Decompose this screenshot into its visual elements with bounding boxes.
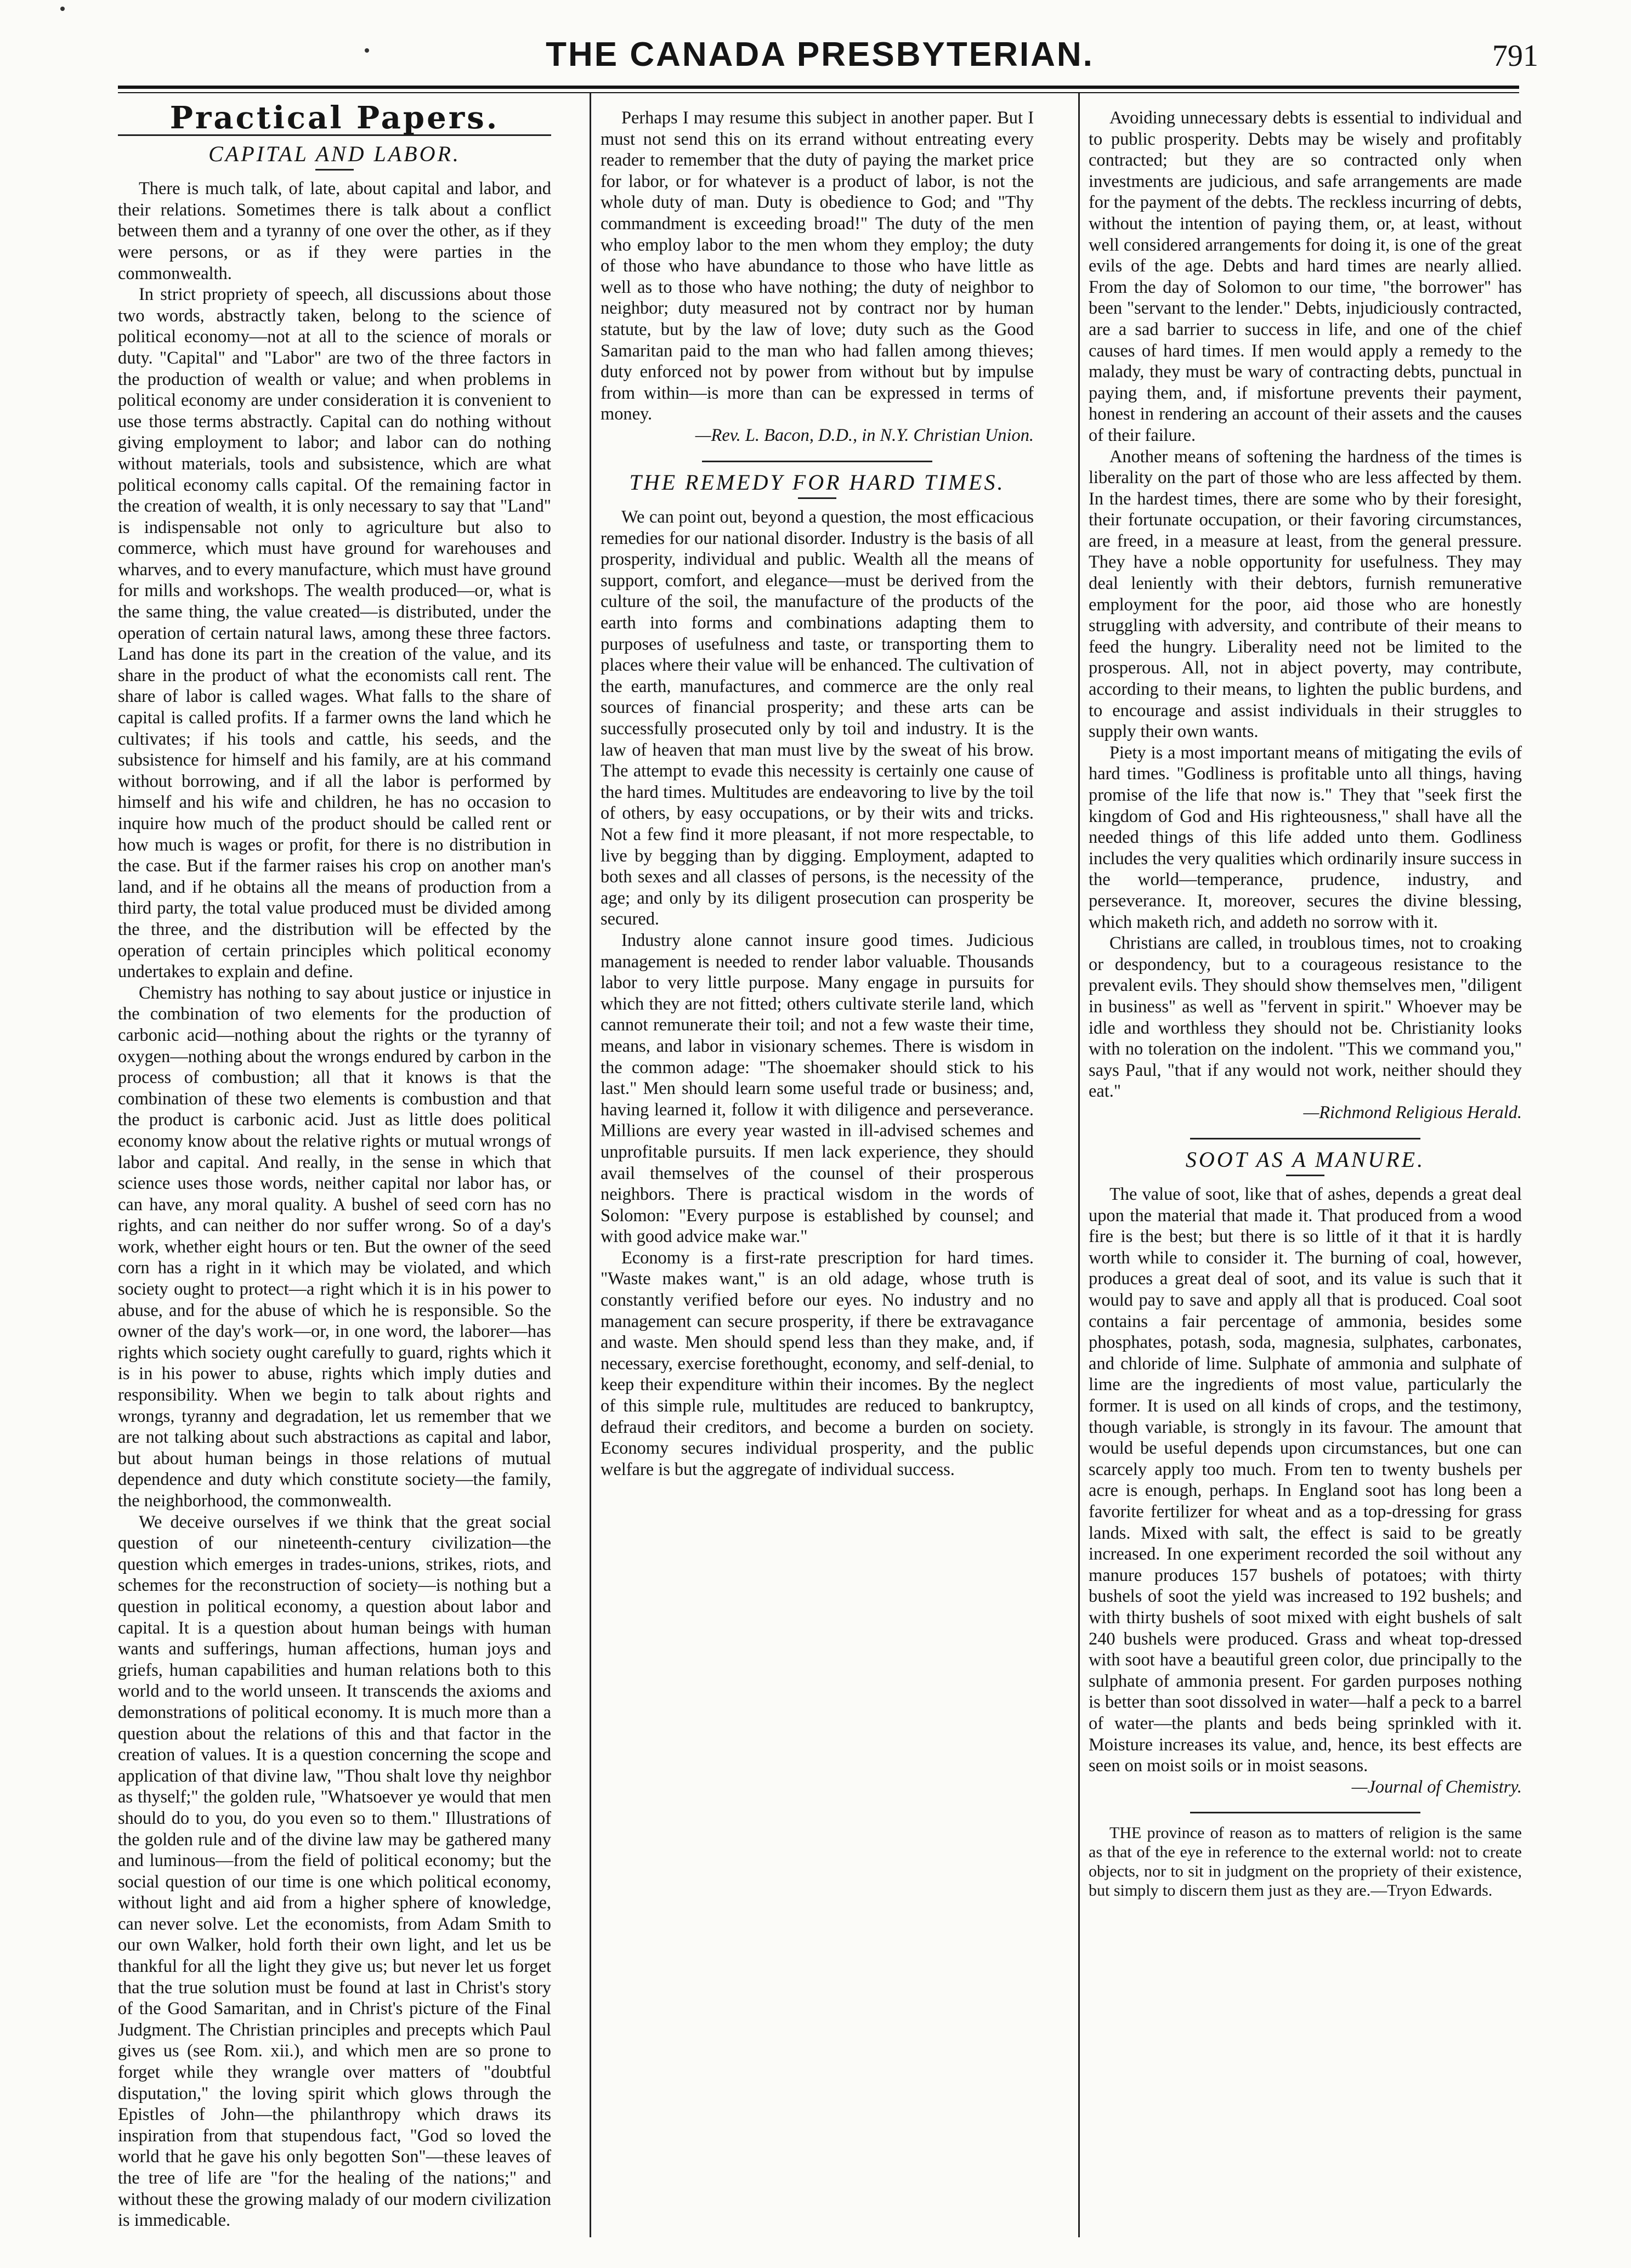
masthead-rule (118, 86, 1519, 89)
article-title: THE REMEDY FOR HARD TIMES. (629, 469, 1005, 495)
title-rule (1286, 1175, 1324, 1176)
article-attribution: —Richmond Religious Herald. (1303, 1102, 1522, 1122)
article-attribution: —Rev. L. Bacon, D.D., in N.Y. Christian Union. (695, 425, 1034, 445)
article-paragraph: There is much talk, of late, about capital and labor, and their relations. Sometimes there is talk about a conflict between them and a tyranny of one over the other, as if they were persons, or as if they were parties in the commonwealth. (118, 179, 551, 284)
title-rule (798, 497, 836, 499)
column-3 (1089, 107, 1522, 1900)
article-paragraph: Piety is a most important means of mitigating the evils of hard times. "Godliness is profitable unto all things, having promise of the life that now is." They that "seek first the kingdom of God and His righteousness," shall have all the needed things of this life added unto them. Godliness includes the very qualities which ordinarily insure success in the world—temperance, prudence, industry, and perseverance. It, moreover, secures the divine blessing, which maketh rich, and addeth no sorrow with it. (1089, 742, 1522, 932)
masthead (118, 35, 1538, 79)
title-rule (315, 169, 354, 171)
article-paragraph: Chemistry has nothing to say about justice or injustice in the combination of two elements for the production of carbonic acid—nothing about the rights or the tyranny of oxygen—nothing about the wrongs endured by carbon in the process of combustion; all that it knows is that the combination of these two elements is combustion and that the product is carbonic acid. Just as little does political economy know about the relative rights or mutual wrongs of labor and capital. And really, in the sense in which that science uses those words, neither capital nor labor has, or can have, any moral quality. A bushel of seed corn has no rights, and can neither do nor suffer wrong. So of a day's work, whether eight hours or ten. But the owner of the seed corn has a right in it which may be violated, and which society ought to protect—a right which it is in his power to abuse, and for the abuse of which he is responsible. So the owner of the day's work—or, in one word, the laborer—has rights which society ought carefully to guard, rights which it is in his power to abuse, rights which imply duties and responsibility. When we begin to talk about rights and wrongs, tyranny and degradation, let us remember that we are not talking about such abstractions as capital and labor, but about human beings in those relations of mutual dependence and duty which constitute society—the family, the neighborhood, the commonwealth. (118, 983, 551, 1511)
article-paragraph: The value of soot, like that of ashes, depends a great deal upon the material that made it. That produced from a wood fire is the best; but there is so little of it that it is hardly worth while to consider it. The burning of coal, however, produces a great deal of soot, and its value is such that it would pay to save and apply all that is produced. Coal soot contains a fair percentage of ammonia, besides some phosphates, potash, soda, magnesia, sulphates, carbonates, and chloride of lime. Sulphate of ammonia and sulphate of lime are the ingredients of most value, particularly the former. It is used on all kinds of crops, and the testimony, though variable, is strongly in its favour. The amount that would be useful depends upon circumstances, but one can scarcely apply too much. From ten to twenty bushels per acre is enough, perhaps. In England soot has long been a favorite fertilizer for wheat and as a top-dressing for grass lands. Mixed with salt, the effect is said to be greatly increased. In one experiment recorded the soil without any manure produces 157 bushels of potatoes; with thirty bushels of soot the yield was increased to 192 bushels; and with thirty bushels of soot mixed with eight bushels of salt 240 bushels were produced. Grass and wheat top-dressed with soot have a beautiful green color, due principally to the sulphate of ammonia present. For garden purposes nothing is better than soot dissolved in water—half a peck to a barrel of water—the plants and beds being sprinkled with it. Moisture increases its value, and, hence, its best effects are seen on moist soils or in moist seasons. (1089, 1184, 1522, 1776)
article-paragraph: Industry alone cannot insure good times. Judicious management is needed to render labor valuable. Thousands labor to very little purpose. Many engage in pursuits for which they are not fitted; others cultivate sterile land, which cannot remunerate their toil; and not a few waste their time, means, and labor in visionary schemes. There is wisdom in the common adage: "The shoemaker should stick to his last." Men should learn some useful trade or business; and, having learned it, follow it with diligence and perseverance. Millions are every year wasted in ill-advised schemes and unprofitable pursuits. If men lack experience, they should avail themselves of the counsel of their prosperous neighbors. There is practical wisdom in the words of Solomon: "Every purpose is established by counsel; and with good advice make war." (601, 930, 1034, 1247)
column-divider (1078, 93, 1080, 2237)
article-paragraph: Another means of softening the hardness of the times is liberality on the part of those who are less affected by them. In the hardest times, there are some who by their foresight, their fortunate occupation, or their favoring circumstances, are freed, in a measure at least, from the general pressure. They have a noble opportunity for usefulness. They may deal leniently with their debtors, furnish remunerative employment for the poor, aid those who are honestly struggling with adversity, and contribute of their means to feed the hungry. Liberality need not be limited to the prosperous. All, not in abject poverty, may contribute, according to their means, to lighten the public burdens, and to encourage and assist individuals in their struggles to supply their own wants. (1089, 446, 1522, 742)
article-title: SOOT AS A MANURE. (1185, 1147, 1425, 1172)
article-paragraph: We deceive ourselves if we think that the great social question of our nineteenth-century civilization—the question which emerges in trades-unions, strikes, riots, and schemes for the reconstruction of society—is nothing but a question in political economy, a question about labor and capital. It is a question about human beings with human wants and sufferings, human affections, human joys and griefs, human capabilities and human relations both to this world and to the world unseen. It transcends the axioms and demonstrations of political economy. It is much more than a question about the relations of this and that factor in the creation of values. It is a question concerning the scope and application of that divine law, "Thou shalt love thy neighbor as thyself;" the golden rule, "Whatsoever ye would that men should do to you, do you even so to them." Illustrations of the golden rule and of the divine law may be gathered many and luminous—from the field of political economy; but the social question of our time is one which political economy, without light and aid from a higher sphere of knowledge, can never solve. Let the economists, from Adam Smith to our own Walker, hold forth their own light, and let us be thankful for all the light they give us; but never let us forget that the true solution must be found at last in Christ's story of the Good Samaritan, and in Christ's picture of the Final Judgment. The Christian principles and precepts which Paul gives us (see Rom. xii.), and which men are so prone to forget while they wrangle over matters of "doubtful disputation," the loving spirit which glows through the Epistles of John—the philanthropy which draws its inspiration from that stupendous fact, "God so loved the world that he gave his only begotten Son"—these leaves of the tree of life are "for the healing of the nations;" and without these the growing malady of our modern civilization is immedicable. (118, 1512, 551, 2231)
article-attribution: —Journal of Chemistry. (1351, 1777, 1522, 1797)
column-divider (590, 93, 591, 2237)
masthead-rule-thin (118, 92, 1519, 93)
page-number: 791 (1492, 39, 1538, 73)
article-title: CAPITAL AND LABOR. (208, 141, 461, 166)
print-speck (60, 7, 65, 11)
article-paragraph: Avoiding unnecessary debts is essential to individual and to public prosperity. Debts may be wisely and profitably contracted; but they are so contracted only when investments are judicious, and safe arrangements are made for the payment of the debts. The reckless incurring of debts, without the intention of paying them, or, at least, without well considered arrangements for doing it, is one of the great evils of the age. Debts and hard times are nearly allied. From the day of Solomon to our time, "the borrower" has been "servant to the lender." Debts, injudiciously contracted, are a sad barrier to success in life, and one of the chief causes of hard times. If men would apply a remedy to the malady, they must be wary of contracting debts, punctual in paying them, and, if misfortune prevents their payment, honest in rendering an account of their assets and the causes of their failure. (1089, 108, 1522, 445)
article-paragraph: Perhaps I may resume this subject in another paper. But I must not send this on its errand without entreating every reader to remember that the duty of paying the market price for labor, or for whatever is a product of labor, is not the whole duty of man. Duty is obedience to God; and "Thy commandment is exceeding broad!" The duty of the men who employ labor to the men whom they employ; the duty of those who have abundance to those who have little as well as to those who have nothing; the duty of neighbor to neighbor; duty measured not by contract nor by human statute, but by the law of love; duty such as the Good Samaritan paid to the man who had fallen among thieves; duty enforced not by power from without but by impulse from within—is more than can be expressed in terms of money. (601, 108, 1034, 424)
newspaper-title: THE CANADA PRESBYTERIAN. (546, 36, 1094, 73)
column-2 (601, 107, 1034, 1480)
article-paragraph: Christians are called, in troublous times, not to croaking or despondency, but to a courageous resistance to the prevalent evils. They should show themselves men, "diligent in business" as well as "fervent in spirit." Whoever may be idle and worthless they should not be. Christianity looks with no toleration on the indolent. "This we command you," says Paul, "that if any would not work, neither should they eat." (1089, 933, 1522, 1102)
article-separator (1190, 1138, 1420, 1139)
article-separator (1190, 1812, 1420, 1813)
closing-note: THE province of reason as to matters of religion is the same as that of the eye in reference to the external world: not to create objects, nor to sit in judgment on the propriety of their existence, but simply to discern them just as they are.—Tryon Edwards. (1089, 1824, 1522, 1900)
column-1 (118, 100, 551, 2231)
article-paragraph: We can point out, beyond a question, the most efficacious remedies for our national disorder. Industry is the basis of all prosperity, individual and public. Wealth all the means of support, comfort, and elegance—must be derived from the culture of the soil, the manufacture of the products of the earth into forms and combinations adapting them to purposes of usefulness and taste, or transporting them to places where their value will be enhanced. The cultivation of the earth, manufactures, and commerce are the only real sources of financial prosperity; and these arts can be successfully prosecuted only by toil and industry. It is the law of heaven that man must live by the sweat of his brow. The attempt to evade this necessity is certainly one cause of the hard times. Multitudes are endeavoring to live by the toil of others, by easy occupations, or by their wits and tricks. Not a few find it more pleasant, if not more respectable, to live by begging than by digging. Employment, adapted to both sexes and all classes of persons, is the necessity of the age; and only by its diligent prosecution can prosperity be secured. (601, 507, 1034, 929)
article-paragraph: Economy is a first-rate prescription for hard times. "Waste makes want," is an old adage, whose truth is constantly verified before our eyes. No industry and no management can secure prosperity, if there be extravagance and waste. Men should spend less than they make, and, if necessary, exercise forethought, economy, and self-denial, to keep their expenditure within their incomes. By the neglect of this simple rule, multitudes are reduced to bankruptcy, defraud their creditors, and become a burden on society. Economy secures individual prosperity, and the public welfare is but the aggregate of individual success. (601, 1248, 1034, 1479)
article-separator (702, 461, 932, 462)
department-title: Practical Papers. (169, 100, 500, 136)
department-heading (118, 100, 551, 136)
article-paragraph: In strict propriety of speech, all discussions about those two words, abstractly taken, belong to the science of political economy—not at all to the science of morals or duty. "Capital" and "Labor" are two of the three factors in the production of wealth or value; and when problems in political economy are under consideration it is convenient to use those terms abstractly. Capital can do nothing without giving employment to labor; and labor can do nothing without materials, tools and subsistence, which are what political economy calls capital. Of the remaining factor in the creation of wealth, it is only necessary to say that "Land" is indispensable not only to agriculture but also to commerce, which must have ground for warehouses and wharves, and to every manufacture, which must have ground for mills and workshops. The wealth produced—or, what is the same thing, the value created—is distributed, under the operation of certain natural laws, among these three factors. Land has done its part in the creation of the value, and its share in the product of what the economists call rent. The share of labor is called wages. What falls to the share of capital is called profits. If a farmer owns the land which he cultivates; if his tools and cattle, his seeds, and the subsistence for himself and his family, are at his command without borrowing, and if all the labor is performed by himself and his wife and children, he has no occasion to inquire how much of the product should be called rent or how much is wages or profit, for there is no distribution in the case. But if the farmer raises his crop on another man's land, and if he obtains all the means of production from a third party, the total value produced must be divided among the three, and the distribution will be effected by the operation of certain principles which political economy undertakes to explain and define. (118, 285, 551, 982)
